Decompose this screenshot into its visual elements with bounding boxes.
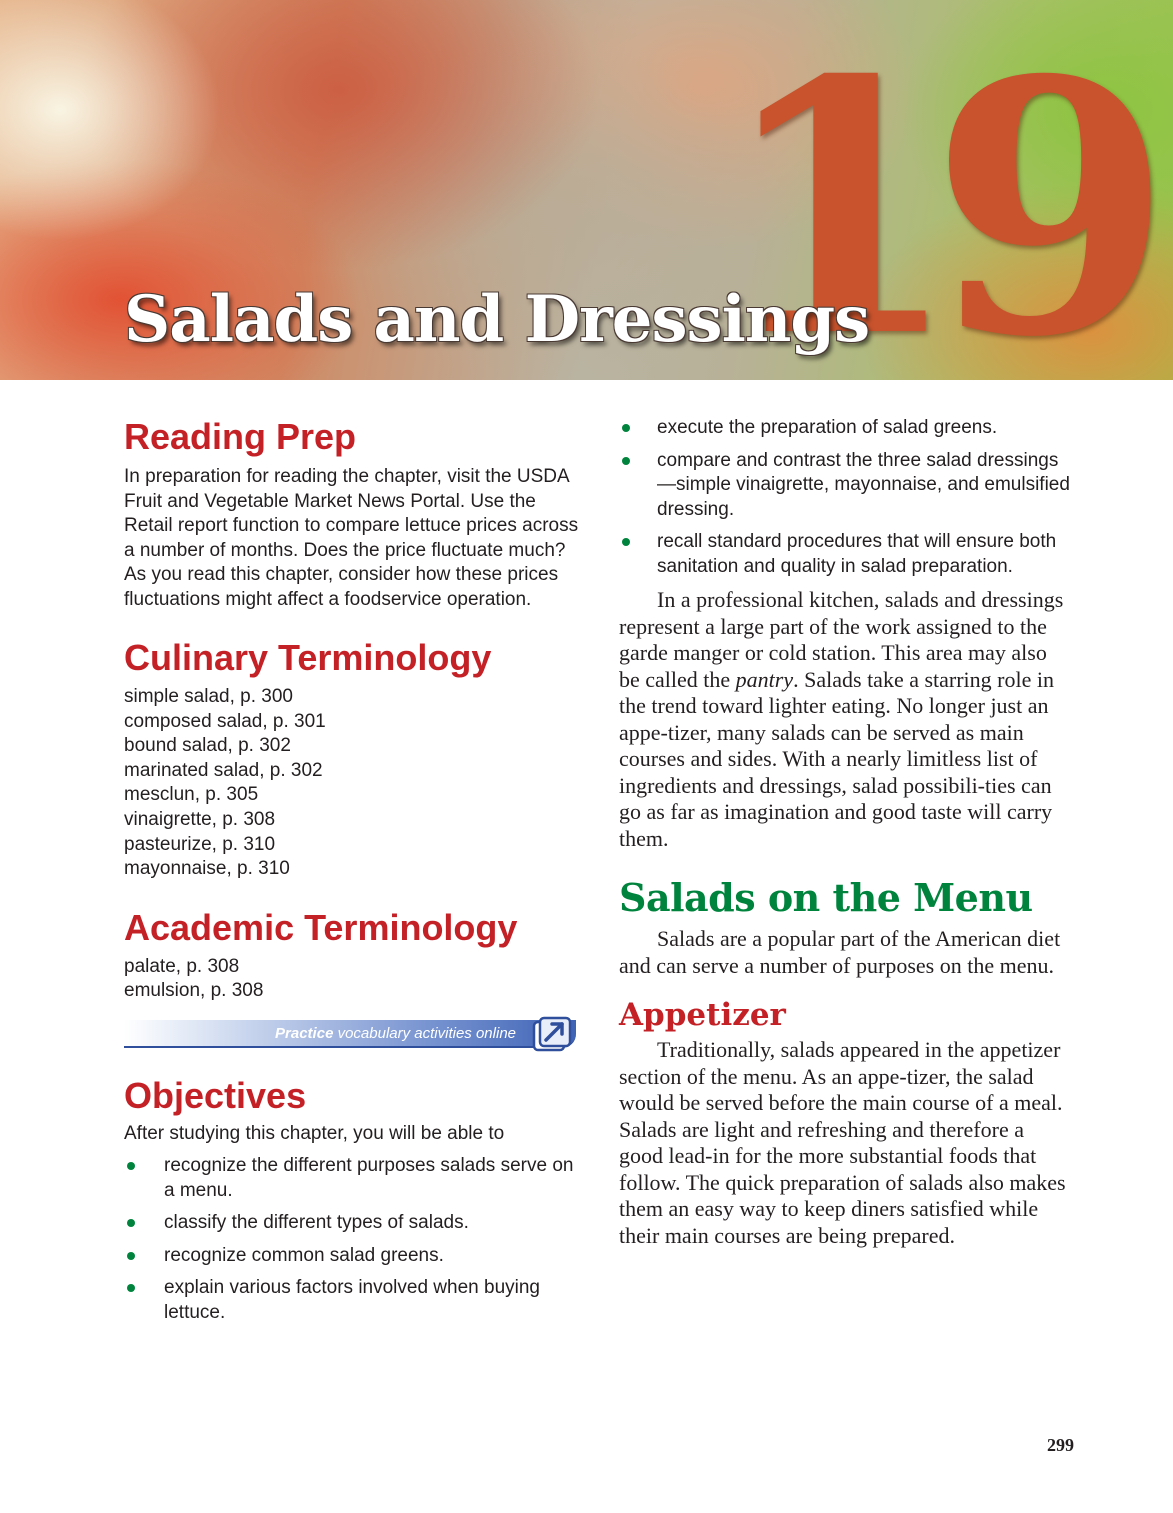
academic-terminology-heading: Academic Terminology — [124, 906, 518, 948]
term-item: composed salad, p. 301 — [124, 710, 326, 732]
chapter-title: Salads and Dressings — [124, 282, 870, 357]
practice-label[interactable] — [275, 1020, 516, 1048]
objective-text: classify the different types of salads. — [164, 1212, 469, 1234]
practice-label-rest: vocabulary activities online — [333, 1024, 516, 1042]
term-item: emulsion, p. 308 — [124, 980, 264, 1002]
bullet-icon — [127, 1219, 135, 1227]
objective-text: recognize common salad greens. — [164, 1244, 444, 1266]
reading-prep-heading: Reading Prep — [124, 416, 357, 457]
intro-text-italic: pantry — [735, 666, 794, 692]
term-item: vinaigrette, p. 308 — [124, 808, 276, 830]
left-column — [124, 415, 586, 1325]
objective-item — [124, 1244, 586, 1269]
objective-item — [124, 1211, 586, 1236]
reading-prep-text: In preparation for reading the chapter, visit the USDA Fruit and Vegetable Market News Portal. Use the Retail report function to compare lettuce prices across a number of months. Does the price fluctuate much? As you read this chapter, consider how these prices fluctuations might affect a foodservice operation. — [124, 466, 579, 610]
objectives-intro: After studying this chapter, you will be able to — [124, 1122, 505, 1144]
bullet-icon — [127, 1284, 135, 1292]
objective-text: recognize the different purposes salads serve on a menu. — [164, 1155, 574, 1201]
term-item: simple salad, p. 300 — [124, 686, 293, 707]
objective-text: recall standard procedures that will ensure both sanitation and quality in salad preparation. — [657, 531, 1057, 577]
objectives-heading: Objectives — [124, 1074, 307, 1116]
objective-text: execute the preparation of salad greens. — [657, 417, 998, 438]
objective-item — [619, 530, 1073, 579]
intro-text-a: In a professional kitchen, salads and dressings represent a large part of the work assigned to the garde manger or cold station. This area may also be called the — [619, 587, 1064, 692]
objective-item — [619, 449, 1073, 523]
external-link-icon[interactable] — [532, 1016, 572, 1052]
objective-item — [124, 1154, 586, 1203]
bullet-icon — [622, 457, 630, 465]
objective-item — [124, 1276, 586, 1325]
bullet-icon — [127, 1252, 135, 1260]
right-column — [619, 416, 1073, 1249]
objectives-list-continued — [619, 416, 1073, 579]
chapter-banner — [0, 0, 1173, 380]
intro-text-b: . Salads take a starring role in the trend toward lighter eating. No longer just an appe-tizer, many salads can be served as main courses and sides. With a nearly limitless list of ingredients and dressings, salad possibili-ties can go as far as imagination and good taste will carry them. — [619, 666, 1054, 851]
term-item: mayonnaise, p. 310 — [124, 858, 290, 880]
objectives-list — [124, 1154, 586, 1325]
term-item: pasteurize, p. 310 — [124, 833, 276, 855]
salads-on-menu-heading: Salads on the Menu — [619, 875, 1033, 920]
objective-text: explain various factors involved when buying lettuce. — [164, 1277, 540, 1323]
chapter-number: 19 — [718, 5, 1143, 380]
culinary-term-list — [124, 685, 586, 882]
practice-label-bold: Practice — [275, 1024, 334, 1042]
practice-vocabulary-link[interactable] — [124, 1016, 580, 1052]
bullet-icon — [622, 538, 630, 546]
appetizer-heading: Appetizer — [619, 997, 786, 1033]
page-number: 299 — [1047, 1435, 1074, 1455]
term-item: marinated salad, p. 302 — [124, 759, 323, 781]
term-item: mesclun, p. 305 — [124, 784, 259, 806]
bullet-icon — [127, 1162, 135, 1170]
culinary-terminology-heading: Culinary Terminology — [124, 637, 492, 678]
bullet-icon — [622, 424, 630, 432]
objective-item — [619, 416, 1073, 441]
term-item: bound salad, p. 302 — [124, 735, 291, 757]
salads-on-menu-text: Salads are a popular part of the American diet and can serve a number of purposes on the menu. — [619, 926, 1061, 978]
objective-text: compare and contrast the three salad dressings—simple vinaigrette, mayonnaise, and emulsified dressing. — [657, 449, 1070, 520]
appetizer-text: Traditionally, salads appeared in the appetizer section of the menu. As an appe-tizer, the salad would be served before the main course of a meal. Salads are light and refreshing and therefore a good lead-in for the more substantial foods that follow. The quick preparation of salads also makes them an easy way to keep diners satisfied while their main courses are being prepared. — [619, 1037, 1066, 1248]
intro-paragraph — [619, 587, 1073, 852]
term-item: palate, p. 308 — [124, 955, 240, 977]
academic-term-list — [124, 955, 586, 1004]
